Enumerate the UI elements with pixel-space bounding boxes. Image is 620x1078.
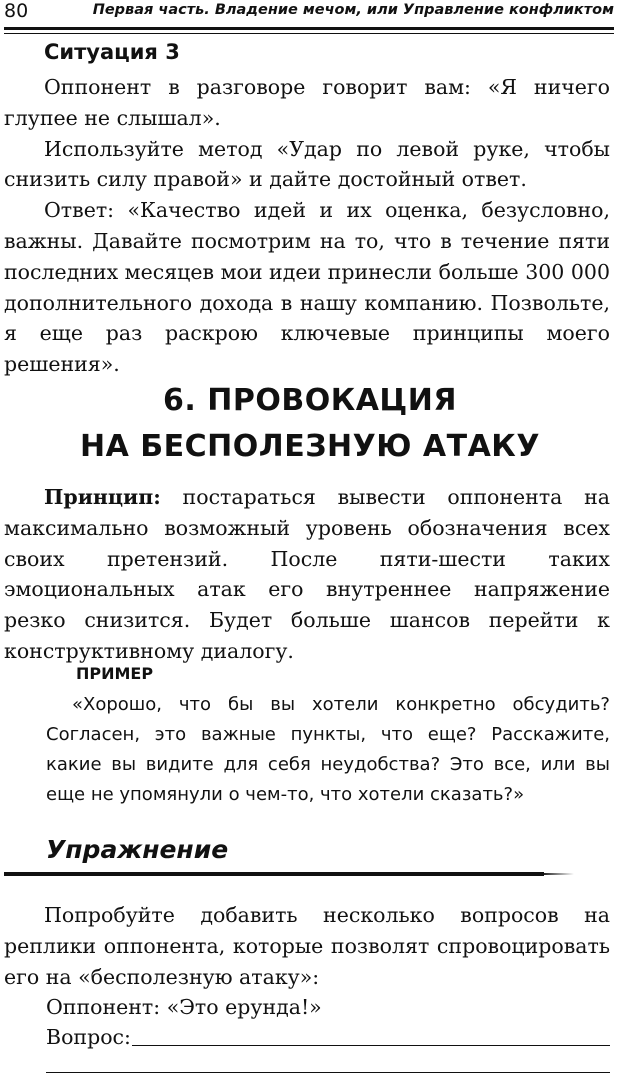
running-head: Первая часть. Владение мечом, или Управление конфликтом [92, 2, 614, 18]
exercise-rule-fade [544, 873, 574, 875]
chapter-heading-line-1: 6. ПРОВОКАЦИЯ [163, 383, 457, 418]
chapter-heading [0, 378, 620, 470]
page-header [4, 0, 614, 30]
answer-blank-line-2[interactable] [46, 1072, 610, 1073]
situation-paragraph-3: Ответ: «Качество идей и их оценка, безусловно, важны. Давайте посмотрим на то, что в течение пяти последних месяцев мои идеи принесли больше 300 000 дополнительного дохода в нашу компанию. Позвольте, я еще раз раскрою ключевые принципы моего решения». [4, 198, 610, 377]
opponent-line: Оппонент: «Это ерунда!» [46, 995, 322, 1019]
exercise-instruction [4, 900, 610, 992]
situation-title: Ситуация 3 [44, 40, 180, 64]
question-label: Вопрос: [46, 1025, 131, 1049]
situation-text [4, 72, 610, 380]
header-rule-thick [4, 27, 614, 30]
principle-label: Принцип: [44, 485, 161, 509]
situation-paragraph-1: Оппонент в разговоре говорит вам: «Я ничего глупее не слышал». [4, 75, 610, 130]
header-rule-thin [4, 33, 614, 34]
exercise-title: Упражнение [46, 835, 229, 864]
example-label: ПРИМЕР [76, 664, 154, 683]
situation-paragraph-2: Используйте метод «Удар по левой руке, чтобы снизить силу правой» и дайте достойный ответ. [4, 136, 610, 192]
principle-text: постараться вывести оппонента на максимально возможный уровень обозначения всех своих претензий. После пяти-шести таких эмоциональных атак его внутреннее напряжение резко снизится. Будет больше шансов перейти к конструктивному диалогу. [4, 485, 610, 663]
page-number: 80 [4, 0, 29, 22]
example-text: «Хорошо, что бы вы хотели конкретно обсудить? Согласен, это важные пункты, что еще? Расскажите, какие вы видите для себя неудобства? Это все, или вы еще не упомянули о чем-то, что хотели сказать?» [46, 694, 610, 805]
answer-blank-line-1[interactable] [132, 1045, 610, 1046]
exercise-instruction-text: Попробуйте добавить несколько вопросов на реплики оппонента, которые позволят спровоцировать его на «бесполезную атаку»: [4, 903, 610, 989]
exercise-rule [4, 872, 544, 876]
chapter-heading-line-2: НА БЕСПОЛЕЗНУЮ АТАКУ [80, 429, 540, 464]
principle-paragraph [4, 482, 610, 667]
